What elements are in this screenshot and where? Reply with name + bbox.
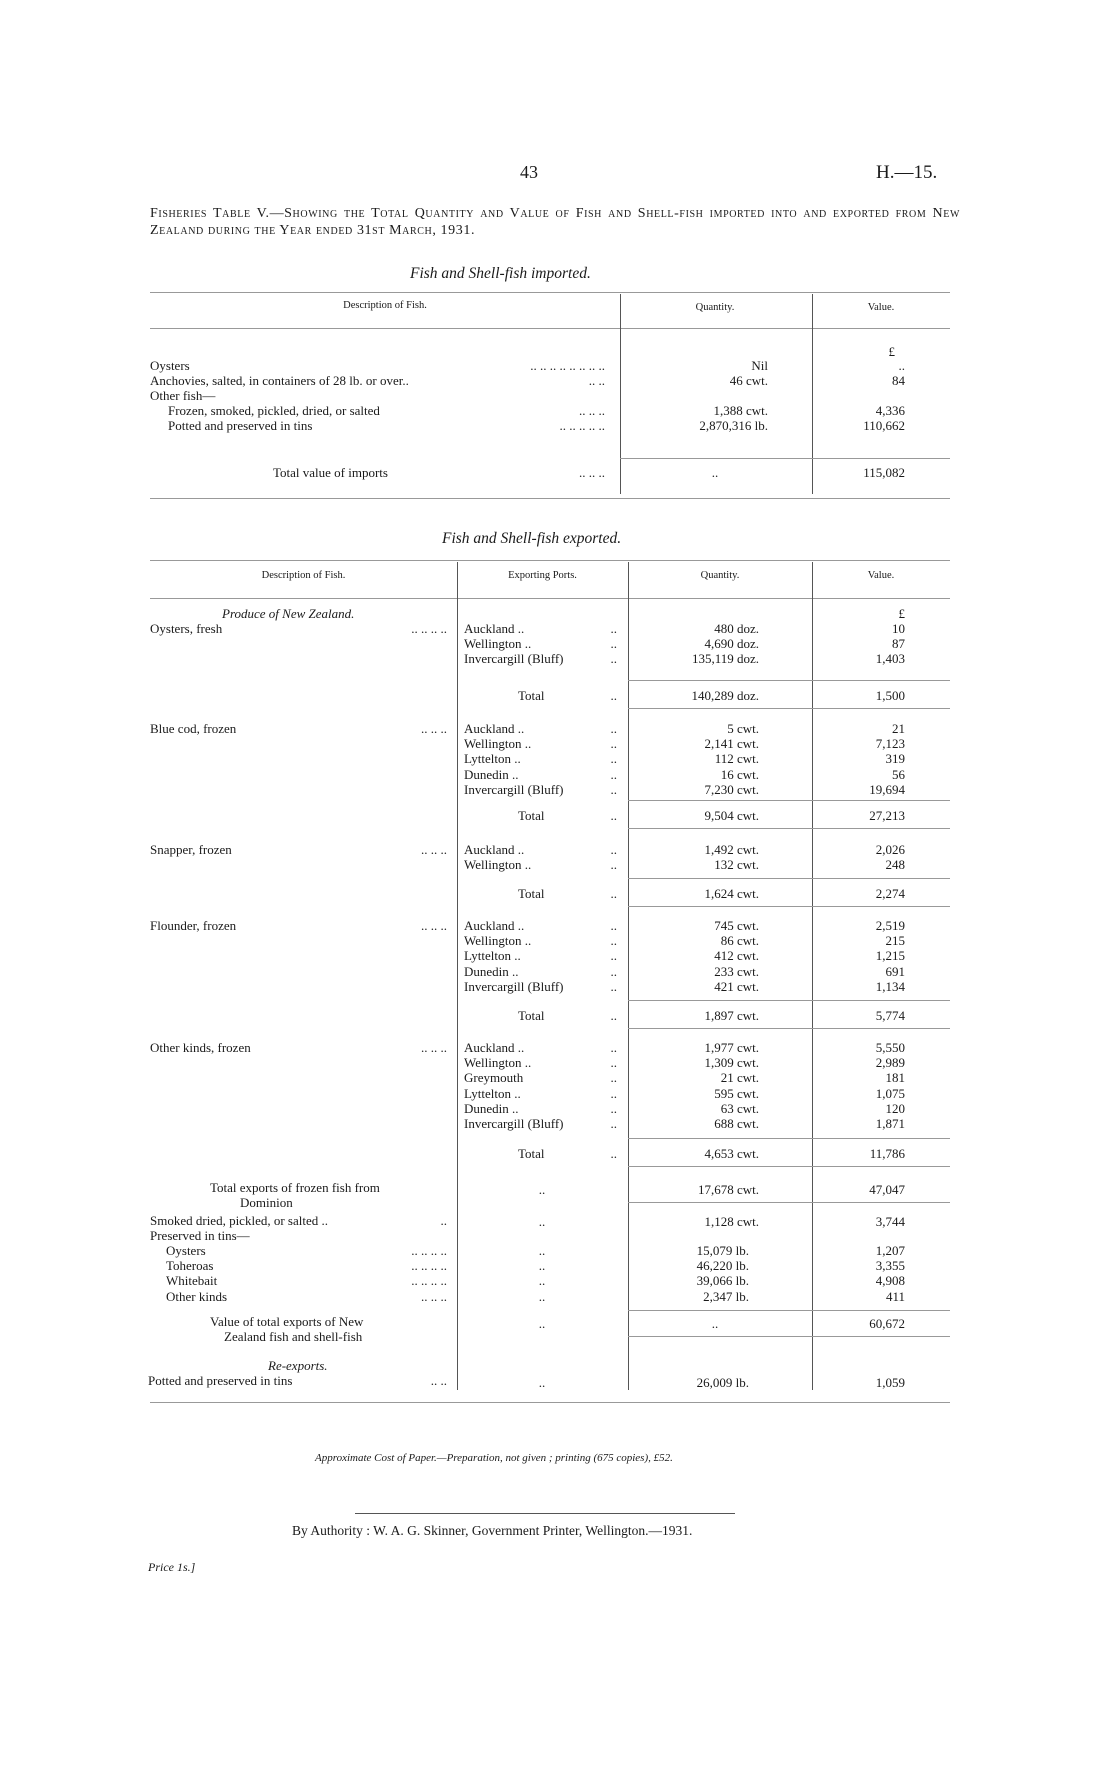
export-port-name: Wellington ..: [464, 933, 532, 948]
exports-header-ports: Exporting Ports.: [508, 570, 577, 581]
leader-dots: ..: [538, 1375, 546, 1390]
frozen-total-value: 47,047: [869, 1182, 905, 1197]
leader-dots: .. .. .. .. .. .. .. ..: [530, 358, 605, 373]
group-total-quantity: 4,653 cwt.: [704, 1146, 759, 1161]
smoked-value: 3,744: [875, 1214, 905, 1229]
export-port-name: Invercargill (Bluff): [464, 651, 564, 666]
export-port-value: 1,215: [875, 948, 905, 963]
export-port-value: 87: [892, 636, 905, 651]
frozen-total-quantity: 17,678 cwt.: [697, 1182, 759, 1197]
preserved-item-value: 3,355: [875, 1258, 905, 1273]
re-export-name: Potted and preserved in tins: [148, 1373, 293, 1388]
group-total-rule: [628, 906, 950, 907]
re-export-quantity: 26,009 lb.: [696, 1375, 749, 1390]
group-total-quantity: 1,624 cwt.: [704, 886, 759, 901]
leader-dots: ..: [610, 918, 617, 933]
export-port-value: 120: [885, 1101, 905, 1116]
frozen-total-label: Total exports of frozen fish from: [210, 1180, 380, 1195]
exports-divider-ports: [457, 562, 458, 1390]
group-total-quantity: 1,897 cwt.: [704, 1008, 759, 1023]
leader-dots: ..: [610, 964, 617, 979]
imports-caption: Fish and Shell-fish imported.: [410, 265, 591, 282]
exports-currency-symbol: £: [898, 606, 905, 621]
nz-total-label-cont: Zealand fish and shell-fish: [224, 1329, 363, 1344]
leader-dots: .. .. ..: [421, 918, 447, 933]
import-row-description: Other fish—: [150, 388, 216, 403]
import-row-quantity: 46 cwt.: [729, 373, 768, 388]
leader-dots: ..: [610, 808, 617, 823]
exports-top-rule: [150, 560, 950, 561]
leader-dots: ..: [610, 857, 617, 872]
export-port-quantity: 21 cwt.: [720, 1070, 759, 1085]
document-reference: H.—15.: [876, 162, 938, 183]
leader-dots: ..: [610, 1116, 617, 1131]
import-row-description: Oysters: [150, 358, 190, 373]
imports-total-value: 115,082: [863, 465, 905, 480]
group-total-rule: [628, 1166, 950, 1167]
export-port-quantity: 480 doz.: [714, 621, 759, 636]
group-total-label: Total: [518, 808, 545, 823]
leader-dots: ..: [610, 751, 617, 766]
export-port-quantity: 16 cwt.: [720, 767, 759, 782]
preserved-item-quantity: 2,347 lb.: [703, 1289, 749, 1304]
leader-dots: ..: [538, 1214, 546, 1229]
leader-dots: ..: [610, 886, 617, 901]
import-row-description: Frozen, smoked, pickled, dried, or salted: [168, 403, 380, 418]
nz-total-top-rule: [628, 1310, 950, 1311]
export-port-name: Wellington ..: [464, 636, 532, 651]
export-port-value: 1,871: [875, 1116, 905, 1131]
preserved-item-name: Other kinds: [166, 1289, 228, 1304]
leader-dots: ..: [610, 948, 617, 963]
import-row-quantity: 2,870,316 lb.: [699, 418, 768, 433]
preserved-item-quantity: 15,079 lb.: [696, 1243, 749, 1258]
leader-dots: ..: [610, 651, 617, 666]
export-port-name: Auckland ..: [464, 918, 525, 933]
re-export-value: 1,059: [875, 1375, 905, 1390]
group-total-quantity: 140,289 doz.: [691, 688, 759, 703]
leader-dots: .. .. ..: [421, 1289, 447, 1304]
nz-total-quantity: ..: [711, 1316, 719, 1331]
group-total-value: 27,213: [869, 808, 905, 823]
export-port-name: Invercargill (Bluff): [464, 782, 564, 797]
group-total-value: 2,274: [875, 886, 905, 901]
export-port-quantity: 135,119 doz.: [691, 651, 759, 666]
imports-divider-quantity: [620, 294, 621, 494]
nz-total-bottom-rule: [628, 1336, 950, 1337]
group-total-label: Total: [518, 886, 545, 901]
exports-bottom-rule: [150, 1402, 950, 1403]
frozen-total-rule: [628, 1202, 950, 1203]
export-port-quantity: 1,977 cwt.: [704, 1040, 759, 1055]
export-port-name: Wellington ..: [464, 736, 532, 751]
group-total-label: Total: [518, 1008, 545, 1023]
export-port-name: Dunedin ..: [464, 1101, 519, 1116]
import-row-value: 84: [892, 373, 905, 388]
export-port-name: Wellington ..: [464, 1055, 532, 1070]
group-total-rule: [628, 1028, 950, 1029]
export-port-name: Greymouth: [464, 1070, 524, 1085]
leader-dots: ..: [610, 1146, 617, 1161]
group-total-rule: [628, 800, 950, 801]
group-total-rule: [628, 680, 950, 681]
imports-header-description: Description of Fish.: [343, 300, 427, 311]
export-port-quantity: 1,309 cwt.: [704, 1055, 759, 1070]
export-port-name: Dunedin ..: [464, 964, 519, 979]
leader-dots: ..: [610, 842, 617, 857]
export-port-name: Invercargill (Bluff): [464, 979, 564, 994]
export-port-value: 248: [885, 857, 905, 872]
export-port-quantity: 5 cwt.: [727, 721, 759, 736]
export-port-quantity: 86 cwt.: [720, 933, 759, 948]
export-port-quantity: 63 cwt.: [720, 1101, 759, 1116]
export-port-value: 319: [885, 751, 905, 766]
export-port-name: Auckland ..: [464, 621, 525, 636]
export-port-quantity: 745 cwt.: [714, 918, 759, 933]
export-port-quantity: 688 cwt.: [714, 1116, 759, 1131]
preserved-heading: Preserved in tins—: [150, 1228, 250, 1243]
group-total-value: 11,786: [869, 1146, 905, 1161]
export-port-quantity: 2,141 cwt.: [704, 736, 759, 751]
export-port-value: 215: [885, 933, 905, 948]
leader-dots: ..: [610, 721, 617, 736]
leader-dots: .. .. .. ..: [411, 1243, 447, 1258]
leader-dots: ..: [538, 1273, 546, 1288]
export-port-value: 1,403: [875, 651, 905, 666]
imports-total-rule: [620, 458, 950, 459]
export-port-quantity: 233 cwt.: [714, 964, 759, 979]
export-port-value: 1,075: [875, 1086, 905, 1101]
import-row-description: Anchovies, salted, in containers of 28 lb. or over..: [150, 373, 409, 388]
export-group-name: Oysters, fresh: [150, 621, 223, 636]
export-port-value: 21: [892, 721, 905, 736]
cost-note: Approximate Cost of Paper.—Preparation, not given ; printing (675 copies), £52.: [315, 1452, 673, 1464]
export-port-quantity: 595 cwt.: [714, 1086, 759, 1101]
produce-heading: Produce of New Zealand.: [222, 606, 355, 621]
smoked-quantity: 1,128 cwt.: [704, 1214, 759, 1229]
export-port-quantity: 1,492 cwt.: [704, 842, 759, 857]
leader-dots: ..: [610, 1008, 617, 1023]
export-port-value: 2,519: [875, 918, 905, 933]
nz-total-value: 60,672: [869, 1316, 905, 1331]
leader-dots: ..: [610, 933, 617, 948]
leader-dots: .. .. ..: [421, 842, 447, 857]
exports-header-value: Value.: [867, 570, 895, 581]
export-port-name: Lyttelton ..: [464, 948, 521, 963]
leader-dots: ..: [538, 1258, 546, 1273]
imports-divider-value: [812, 294, 813, 494]
export-port-name: Lyttelton ..: [464, 1086, 521, 1101]
export-port-name: Auckland ..: [464, 721, 525, 736]
export-port-value: 5,550: [875, 1040, 905, 1055]
leader-dots: ..: [610, 1055, 617, 1070]
preserved-item-name: Oysters: [166, 1243, 206, 1258]
group-total-rule: [628, 828, 950, 829]
group-total-value: 5,774: [875, 1008, 905, 1023]
export-port-value: 19,694: [869, 782, 905, 797]
leader-dots: ..: [538, 1289, 546, 1304]
import-row-quantity: Nil: [751, 358, 768, 373]
group-total-rule: [628, 878, 950, 879]
imports-top-rule: [150, 292, 950, 293]
export-port-name: Invercargill (Bluff): [464, 1116, 564, 1131]
imports-header-rule: [150, 328, 950, 329]
export-port-value: 2,026: [875, 842, 905, 857]
preserved-item-quantity: 46,220 lb.: [696, 1258, 749, 1273]
leader-dots: ..: [610, 1101, 617, 1116]
import-row-value: ..: [898, 358, 905, 373]
exports-divider-value: [812, 562, 813, 1390]
leader-dots: ..: [538, 1243, 546, 1258]
import-row-quantity: 1,388 cwt.: [713, 403, 768, 418]
leader-dots: ..: [610, 1086, 617, 1101]
preserved-item-value: 411: [885, 1289, 905, 1304]
group-total-rule: [628, 1000, 950, 1001]
leader-dots: .. .. .. .. ..: [559, 418, 605, 433]
leader-dots: ..: [610, 1040, 617, 1055]
export-port-quantity: 112 cwt.: [714, 751, 759, 766]
export-port-name: Wellington ..: [464, 857, 532, 872]
export-port-name: Lyttelton ..: [464, 751, 521, 766]
export-group-name: Snapper, frozen: [150, 842, 232, 857]
leader-dots: ..: [610, 782, 617, 797]
preserved-item-quantity: 39,066 lb.: [696, 1273, 749, 1288]
export-port-value: 1,134: [875, 979, 905, 994]
imports-currency-symbol: £: [888, 344, 895, 359]
export-port-name: Auckland ..: [464, 842, 525, 857]
export-port-value: 181: [885, 1070, 905, 1085]
export-port-value: 7,123: [875, 736, 905, 751]
frozen-total-label-cont: Dominion: [240, 1195, 293, 1210]
imports-total-quantity: ..: [711, 465, 719, 480]
page-number: 43: [520, 162, 538, 182]
group-total-quantity: 9,504 cwt.: [704, 808, 759, 823]
nz-total-label: Value of total exports of New: [210, 1314, 364, 1329]
leader-dots: .. .. .. ..: [411, 1273, 447, 1288]
export-port-value: 691: [885, 964, 905, 979]
leader-dots: ..: [610, 979, 617, 994]
leader-dots: ..: [440, 1213, 447, 1228]
export-port-value: 56: [892, 767, 905, 782]
leader-dots: .. .. ..: [421, 1040, 447, 1055]
imports-header-value: Value.: [867, 302, 895, 313]
group-total-rule: [628, 708, 950, 709]
leader-dots: .. ..: [430, 1373, 447, 1388]
leader-dots: ..: [610, 767, 617, 782]
leader-dots: ..: [610, 736, 617, 751]
leader-dots: ..: [610, 1070, 617, 1085]
leader-dots: ..: [610, 688, 617, 703]
export-group-name: Other kinds, frozen: [150, 1040, 251, 1055]
leader-dots: ..: [610, 621, 617, 636]
export-port-value: 10: [892, 621, 905, 636]
leader-dots: .. .. ..: [421, 721, 447, 736]
exports-caption: Fish and Shell-fish exported.: [442, 530, 622, 547]
authority-line: By Authority : W. A. G. Skinner, Government Printer, Wellington.—1931.: [292, 1523, 693, 1538]
group-total-rule: [628, 1138, 950, 1139]
export-port-quantity: 421 cwt.: [714, 979, 759, 994]
group-total-value: 1,500: [875, 688, 905, 703]
leader-dots: ..: [538, 1182, 546, 1197]
preserved-item-value: 4,908: [875, 1273, 905, 1288]
footer-rule: [355, 1513, 735, 1514]
preserved-item-name: Toheroas: [166, 1258, 214, 1273]
export-port-value: 2,989: [875, 1055, 905, 1070]
exports-header-rule: [150, 598, 950, 599]
export-port-quantity: 7,230 cwt.: [704, 782, 759, 797]
smoked-label: Smoked dried, pickled, or salted ..: [150, 1213, 328, 1228]
export-port-quantity: 132 cwt.: [714, 857, 759, 872]
exports-header-quantity: Quantity.: [700, 570, 740, 581]
preserved-item-name: Whitebait: [166, 1273, 218, 1288]
group-total-label: Total: [518, 1146, 545, 1161]
leader-dots: ..: [610, 636, 617, 651]
imports-total-label: Total value of imports: [273, 465, 388, 480]
group-total-label: Total: [518, 688, 545, 703]
export-port-name: Auckland ..: [464, 1040, 525, 1055]
re-exports-heading: Re-exports.: [268, 1358, 328, 1373]
leader-dots: .. .. ..: [579, 403, 605, 418]
export-group-name: Blue cod, frozen: [150, 721, 237, 736]
leader-dots: .. .. .. ..: [411, 621, 447, 636]
import-row-value: 4,336: [875, 403, 905, 418]
imports-bottom-rule: [150, 498, 950, 499]
leader-dots: .. .. .. ..: [411, 1258, 447, 1273]
export-group-name: Flounder, frozen: [150, 918, 237, 933]
export-port-quantity: 412 cwt.: [714, 948, 759, 963]
leader-dots: ..: [538, 1316, 546, 1331]
export-port-quantity: 4,690 doz.: [704, 636, 759, 651]
exports-header-description: Description of Fish.: [261, 570, 346, 581]
table-title: Fisheries Table V.—Showing the Total Quantity and Value of Fish and Shell-fish imported into and exported from New Zealand during the Year ended 31st March, 1931.: [150, 206, 960, 238]
preserved-item-value: 1,207: [875, 1243, 905, 1258]
import-row-description: Potted and preserved in tins: [168, 418, 313, 433]
import-row-value: 110,662: [863, 418, 905, 433]
export-port-name: Dunedin ..: [464, 767, 519, 782]
leader-dots: .. .. ..: [579, 465, 605, 480]
imports-header-quantity: Quantity.: [695, 302, 735, 313]
exports-divider-quantity: [628, 562, 629, 1390]
price-note: Price 1s.]: [148, 1560, 196, 1574]
leader-dots: .. ..: [588, 373, 605, 388]
